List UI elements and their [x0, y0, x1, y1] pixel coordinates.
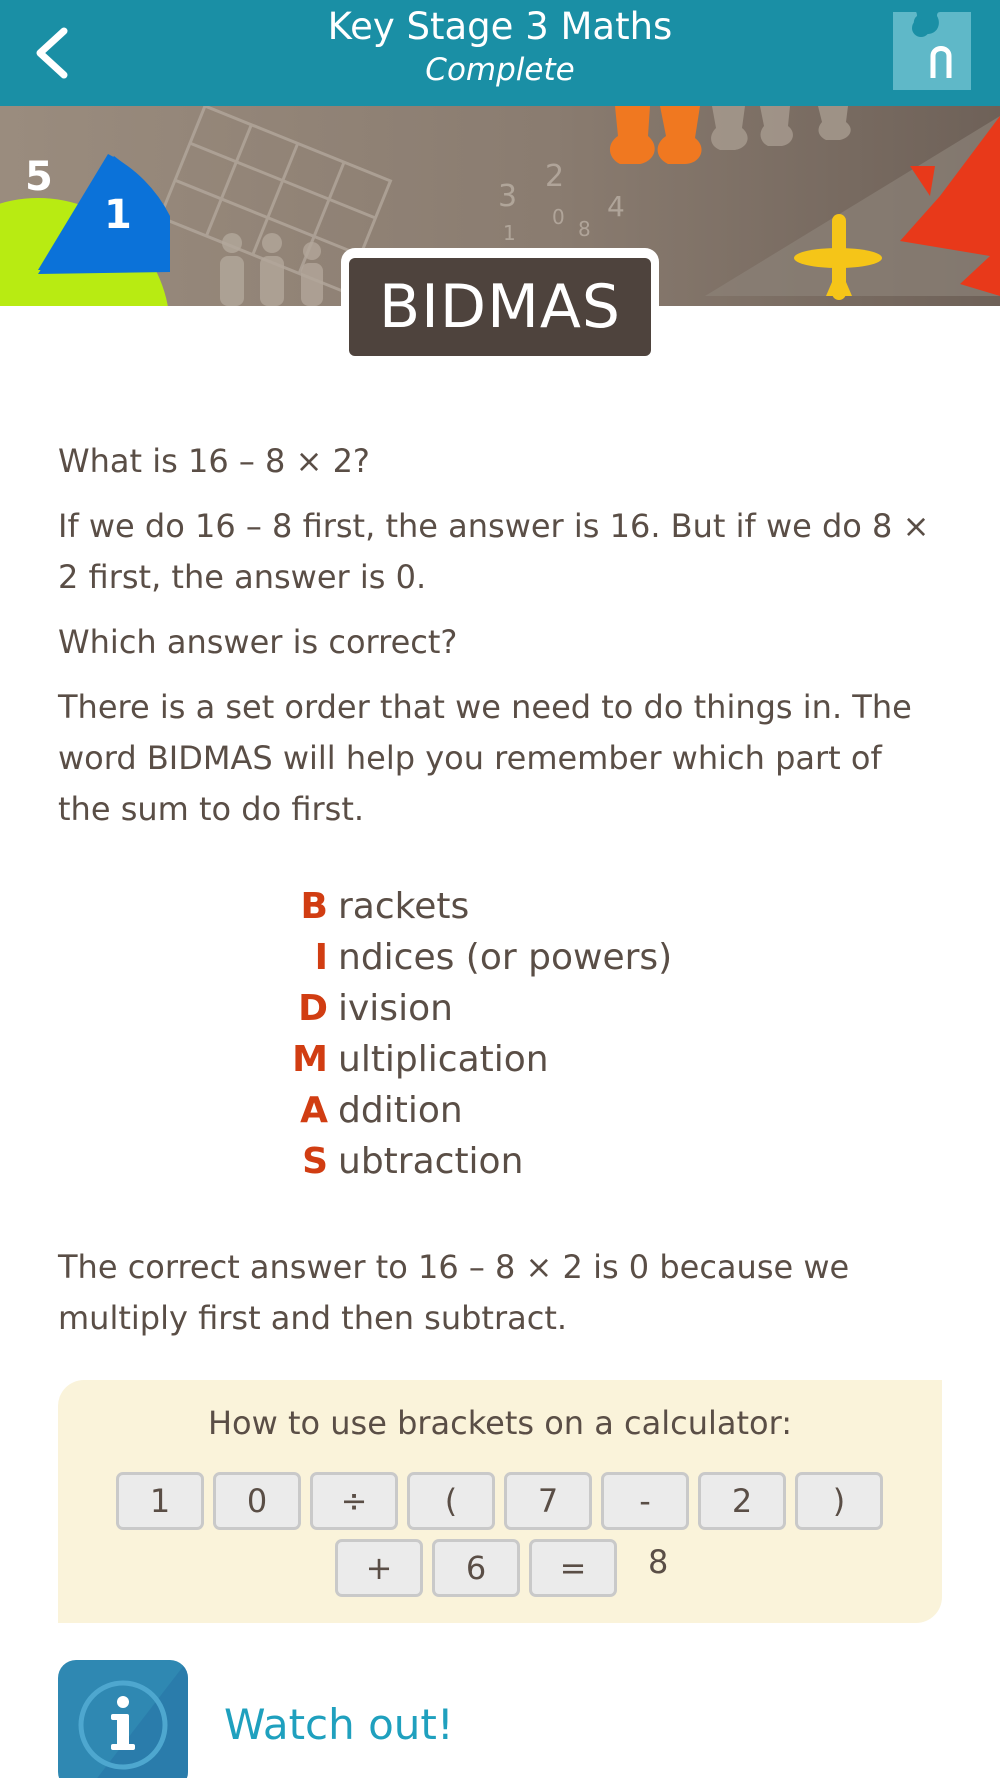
back-button[interactable]: [22, 22, 82, 84]
puzzle-piece-icon: [893, 12, 971, 90]
acronym-row: [286, 886, 672, 937]
lesson-status: Complete: [425, 52, 575, 88]
acronym-letter: M: [292, 1039, 328, 1080]
calculator-result: 8: [648, 1543, 669, 1581]
acronym-letter: I: [314, 937, 328, 978]
info-icon: [58, 1660, 188, 1778]
calculator-key[interactable]: =: [529, 1539, 617, 1597]
acronym-letter: B: [300, 886, 328, 927]
acronym-word: ndices (or powers): [338, 937, 673, 978]
watch-out-link[interactable]: Watch out!: [224, 1700, 454, 1749]
acronym-word: ultiplication: [338, 1039, 549, 1080]
acronym-row: [286, 988, 672, 1039]
calculator-key[interactable]: (: [407, 1472, 495, 1530]
banner-digit: 0: [552, 205, 565, 229]
calculator-key[interactable]: 7: [504, 1472, 592, 1530]
acronym-row: [286, 1141, 672, 1192]
banner-digit: 4: [607, 190, 625, 223]
acronym-row: [286, 1039, 672, 1090]
chevron-left-icon: [32, 25, 72, 81]
calculator-key[interactable]: 2: [698, 1472, 786, 1530]
acronym-letter: A: [300, 1090, 328, 1131]
calculator-tip-title: How to use brackets on a calculator:: [207, 1404, 792, 1442]
bidmas-acronym-list: [286, 886, 672, 1192]
acronym-row: [286, 1090, 672, 1141]
paragraph-question: What is 16 – 8 × 2?: [58, 442, 370, 480]
calculator-key[interactable]: ÷: [310, 1472, 398, 1530]
calculator-key[interactable]: 1: [116, 1472, 204, 1530]
pie-label-right: 1: [104, 192, 132, 238]
paragraph-two-answers: If we do 16 – 8 first, the answer is 16. But if we do 8 × 2 first, the answer is 0.: [58, 507, 930, 596]
acronym-word: rackets: [338, 886, 470, 927]
acronym-word: ddition: [338, 1090, 463, 1131]
watch-out-button[interactable]: [58, 1660, 188, 1778]
banner-digit: 3: [498, 179, 518, 214]
paragraph-conclusion: The correct answer to 16 – 8 × 2 is 0 because we multiply first and then subtract.: [58, 1248, 850, 1337]
acronym-letter: D: [298, 988, 328, 1029]
calculator-key[interactable]: 0: [213, 1472, 301, 1530]
topic-title: BIDMAS: [349, 258, 651, 356]
calculator-key[interactable]: 6: [432, 1539, 520, 1597]
banner-digit: 1: [503, 221, 516, 245]
lesson-content: [58, 436, 938, 849]
calculator-tip-box: [58, 1380, 942, 1623]
calculator-key[interactable]: -: [601, 1472, 689, 1530]
pie-label-left: 5: [25, 154, 53, 200]
top-bar: [0, 0, 1000, 106]
acronym-row: [286, 937, 672, 988]
acronym-word: ivision: [338, 988, 453, 1029]
banner-digit: 2: [545, 159, 565, 194]
header-titles: [200, 4, 800, 90]
acronym-letter: S: [302, 1141, 328, 1182]
calculator-key[interactable]: ): [795, 1472, 883, 1530]
paragraph-which-correct: Which answer is correct?: [58, 623, 458, 661]
acronym-word: ubtraction: [338, 1141, 524, 1182]
puzzle-button[interactable]: [893, 12, 971, 90]
banner-digit: 8: [578, 217, 591, 241]
app-title: Key Stage 3 Maths: [327, 5, 673, 48]
paragraph-set-order: There is a set order that we need to do things in. The word BIDMAS will help you remember which part of the sum to do first.: [58, 688, 912, 828]
calculator-key[interactable]: +: [335, 1539, 423, 1597]
